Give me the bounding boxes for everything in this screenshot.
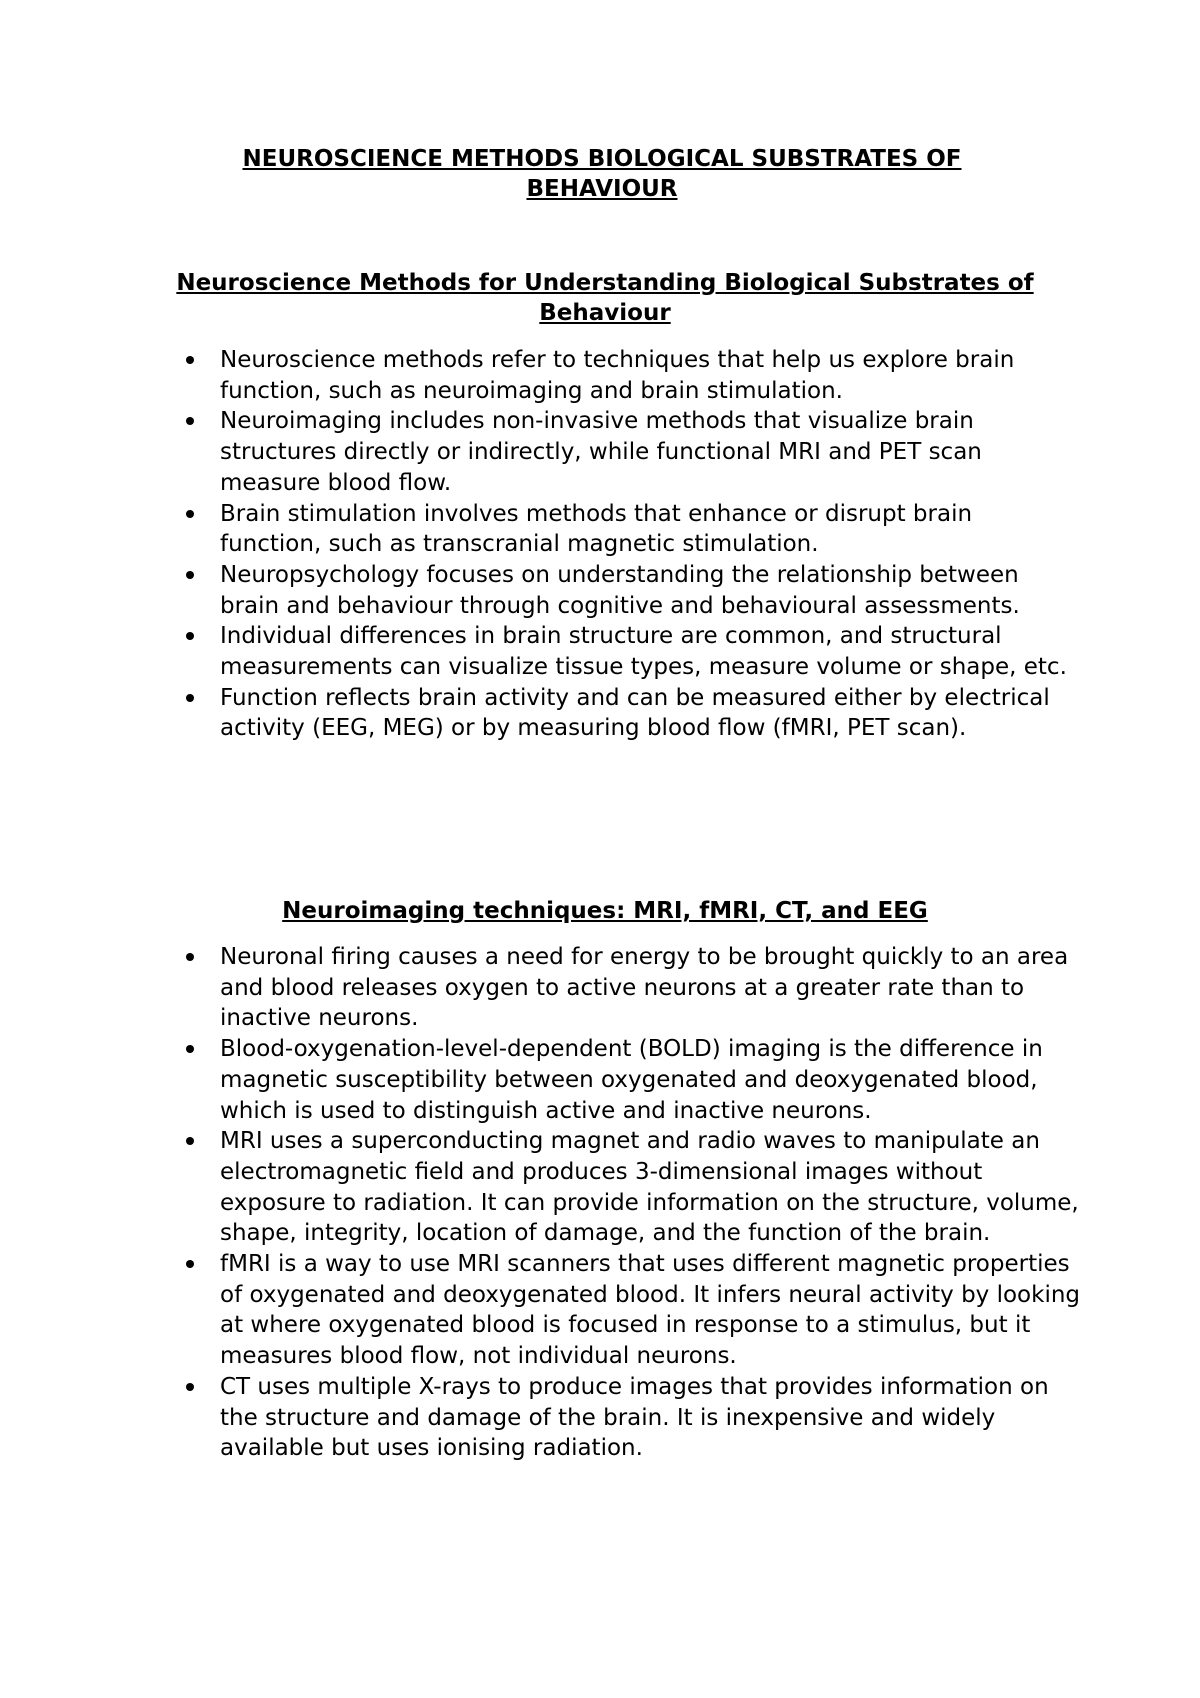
list-item: Individual differences in brain structure are common, and structural measurements can visualize tissue types, measure volume or shape, etc.: [180, 621, 1080, 682]
list-item: Neuropsychology focuses on understanding the relationship between brain and behaviour through cognitive and behavioural assessments.: [180, 560, 1080, 621]
list-item: fMRI is a way to use MRI scanners that uses different magnetic properties of oxygenated and deoxygenated blood. It infers neural activity by looking at where oxygenated blood is focused in response to a stimulus, but it measures blood flow, not individual neurons.: [180, 1249, 1080, 1372]
document-title-line-1: NEUROSCIENCE METHODS BIOLOGICAL SUBSTRATES OF: [242, 146, 962, 172]
neuroimaging-bullet-list: [180, 942, 1080, 1464]
section-heading-methods-line-1: Neuroscience Methods for Understanding Biological Substrates of: [176, 270, 1034, 296]
list-item: Blood-oxygenation-level-dependent (BOLD) imaging is the difference in magnetic susceptibility between oxygenated and deoxygenated blood, which is used to distinguish active and inactive neurons.: [180, 1034, 1080, 1126]
list-item: Brain stimulation involves methods that enhance or disrupt brain function, such as transcranial magnetic stimulation.: [180, 499, 1080, 560]
list-item: Function reflects brain activity and can be measured either by electrical activity (EEG, MEG) or by measuring blood flow (fMRI, PET scan).: [180, 683, 1080, 744]
section-heading-methods: [140, 268, 1070, 328]
document-title: [150, 144, 1054, 204]
list-item: Neuronal firing causes a need for energy to be brought quickly to an area and blood releases oxygen to active neurons at a greater rate than to inactive neurons.: [180, 942, 1080, 1034]
document-title-line-2: BEHAVIOUR: [526, 176, 678, 202]
list-item: MRI uses a superconducting magnet and radio waves to manipulate an electromagnetic field and produces 3-dimensional images without exposure to radiation. It can provide information on the structure, volume, shape, integrity, location of damage, and the function of the brain.: [180, 1126, 1080, 1249]
list-item: Neuroscience methods refer to techniques that help us explore brain function, such as neuroimaging and brain stimulation.: [180, 345, 1080, 406]
section-heading-neuroimaging: Neuroimaging techniques: MRI, fMRI, CT, and EEG: [282, 898, 928, 924]
methods-bullet-list: [180, 345, 1080, 744]
list-item: CT uses multiple X-rays to produce images that provides information on the structure and damage of the brain. It is inexpensive and widely available but uses ionising radiation.: [180, 1372, 1080, 1464]
section-heading-methods-line-2: Behaviour: [539, 300, 671, 326]
list-item: Neuroimaging includes non-invasive methods that visualize brain structures directly or indirectly, while functional MRI and PET scan measure blood flow.: [180, 406, 1080, 498]
